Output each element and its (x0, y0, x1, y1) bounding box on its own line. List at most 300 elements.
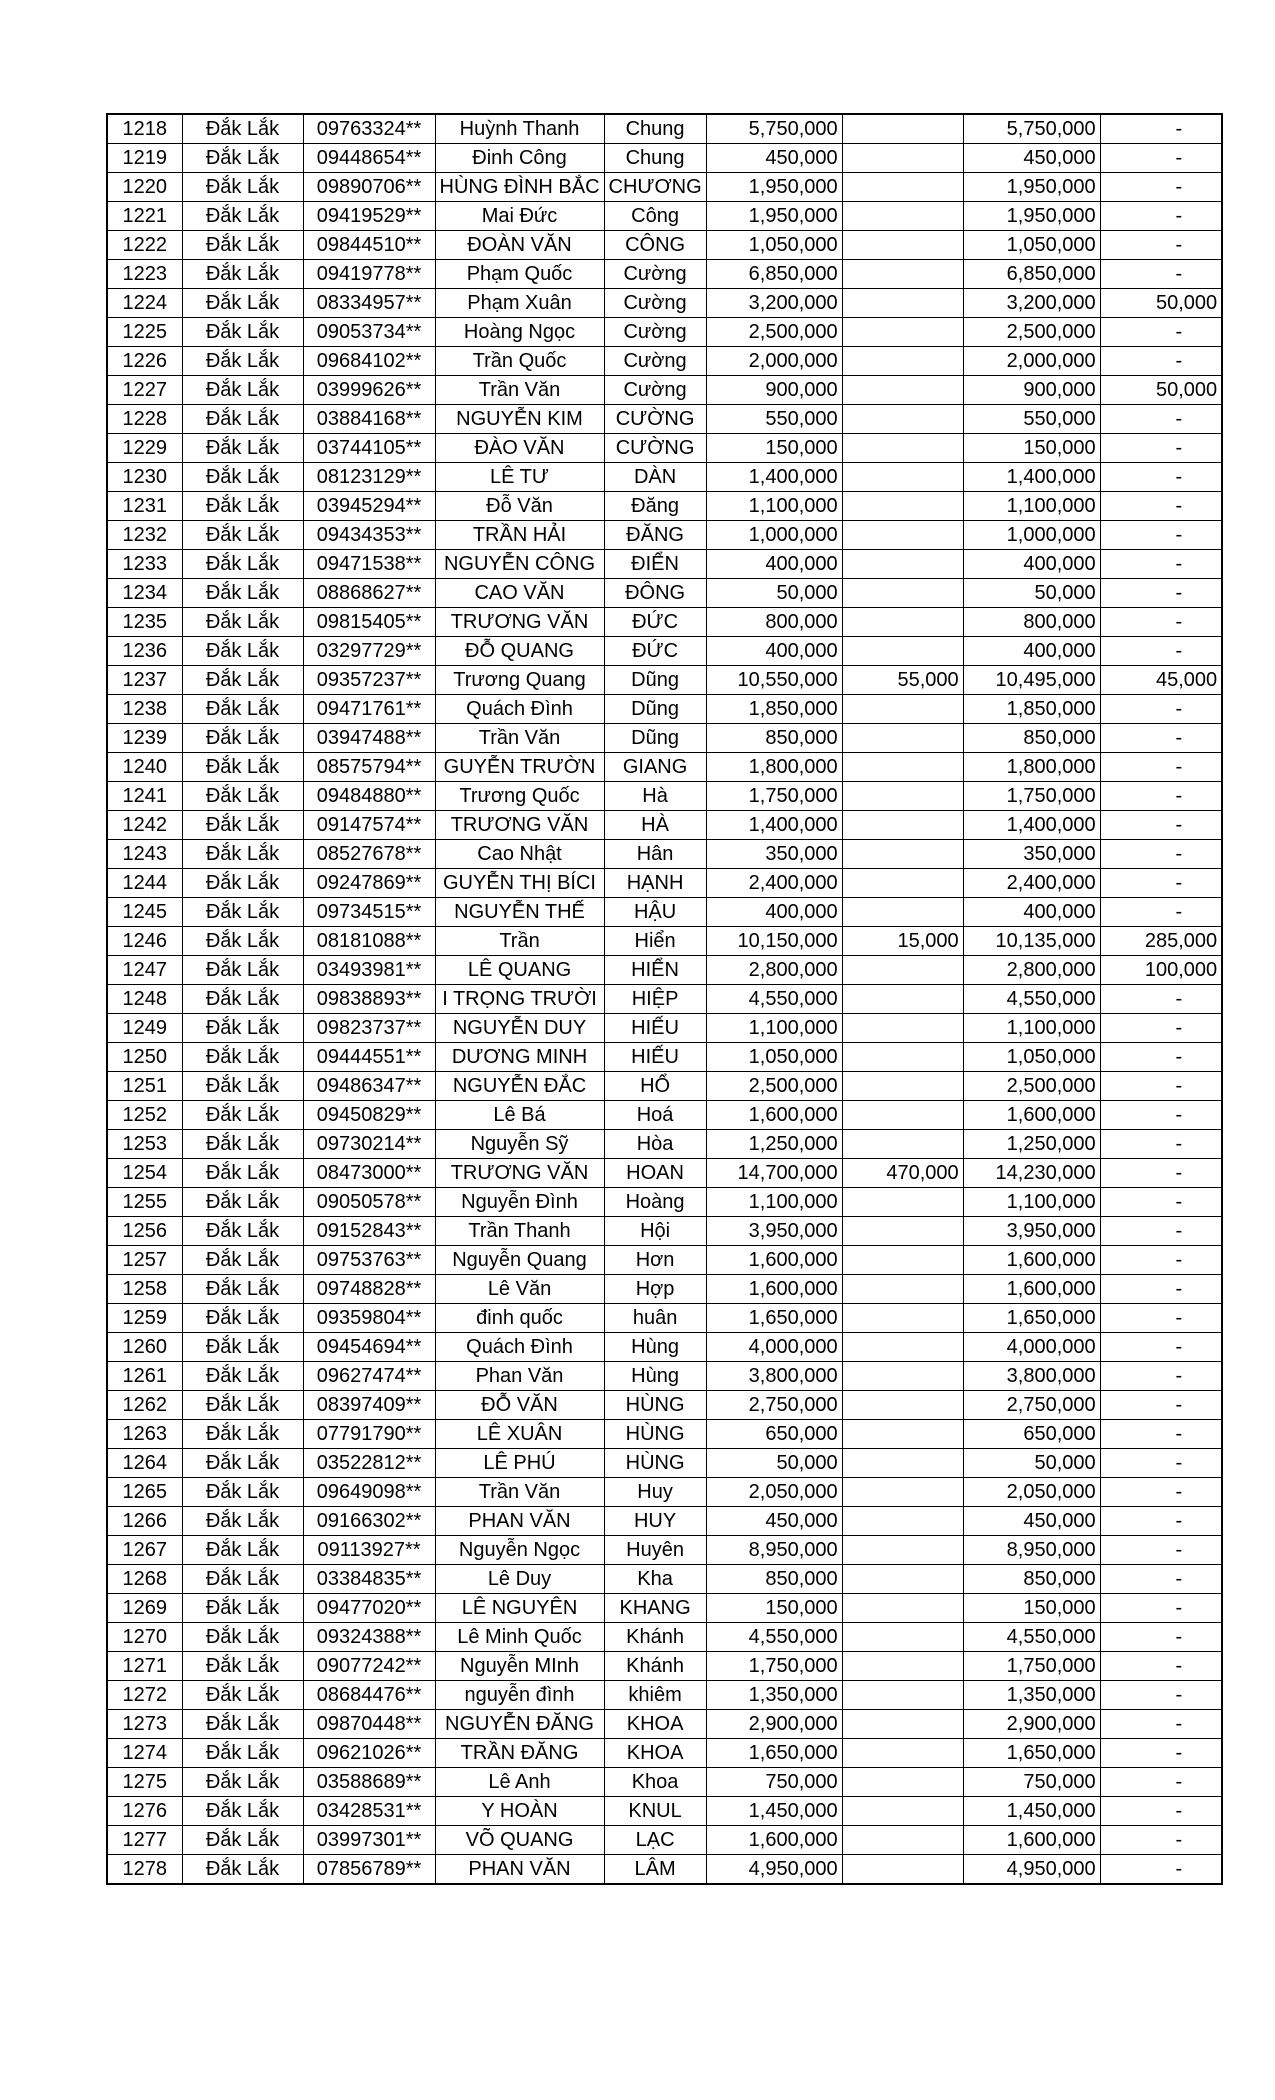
received-cell: 1,600,000 (963, 1246, 1100, 1275)
first-name-cell: Hùng (604, 1333, 706, 1362)
province-cell: Đắk Lắk (182, 1478, 303, 1507)
last-name-cell: Lê Văn (435, 1275, 604, 1304)
table-row (107, 1681, 1222, 1710)
extra-cell: - (1100, 1130, 1222, 1159)
received-cell: 3,950,000 (963, 1217, 1100, 1246)
received-cell: 2,400,000 (963, 869, 1100, 898)
extra-cell: 45,000 (1100, 666, 1222, 695)
table-row (107, 1826, 1222, 1855)
row-number-cell: 1222 (107, 231, 182, 260)
received-cell: 10,495,000 (963, 666, 1100, 695)
table-row (107, 1855, 1222, 1885)
last-name-cell: Nguyễn Quang (435, 1246, 604, 1275)
last-name-cell: Huỳnh Thanh (435, 114, 604, 144)
deduction-cell (842, 405, 963, 434)
deduction-cell (842, 1217, 963, 1246)
last-name-cell: Trương Quốc (435, 782, 604, 811)
extra-cell: - (1100, 202, 1222, 231)
last-name-cell: Trương Quang (435, 666, 604, 695)
first-name-cell: Cường (604, 376, 706, 405)
row-number-cell: 1259 (107, 1304, 182, 1333)
row-number-cell: 1240 (107, 753, 182, 782)
amount-cell: 850,000 (706, 1565, 842, 1594)
deduction-cell: 470,000 (842, 1159, 963, 1188)
phone-cell: 09444551** (303, 1043, 435, 1072)
amount-cell: 450,000 (706, 1507, 842, 1536)
province-cell: Đắk Lắk (182, 1304, 303, 1333)
phone-cell: 09844510** (303, 231, 435, 260)
first-name-cell: Cường (604, 347, 706, 376)
amount-cell: 1,850,000 (706, 695, 842, 724)
table-row (107, 347, 1222, 376)
last-name-cell: Đinh Công (435, 144, 604, 173)
deduction-cell (842, 1130, 963, 1159)
received-cell: 4,550,000 (963, 985, 1100, 1014)
deduction-cell (842, 492, 963, 521)
deduction-cell (842, 347, 963, 376)
amount-cell: 10,550,000 (706, 666, 842, 695)
deduction-cell (842, 1565, 963, 1594)
province-cell: Đắk Lắk (182, 1130, 303, 1159)
amount-cell: 4,000,000 (706, 1333, 842, 1362)
province-cell: Đắk Lắk (182, 927, 303, 956)
phone-cell: 09357237** (303, 666, 435, 695)
received-cell: 1,100,000 (963, 492, 1100, 521)
received-cell: 750,000 (963, 1768, 1100, 1797)
province-cell: Đắk Lắk (182, 579, 303, 608)
row-number-cell: 1232 (107, 521, 182, 550)
last-name-cell: I TRỌNG TRƯỜI (435, 985, 604, 1014)
received-cell: 1,400,000 (963, 811, 1100, 840)
extra-cell: - (1100, 1043, 1222, 1072)
last-name-cell: nguyễn đình (435, 1681, 604, 1710)
last-name-cell: NGUYỄN THẾ (435, 898, 604, 927)
received-cell: 550,000 (963, 405, 1100, 434)
phone-cell: 03522812** (303, 1449, 435, 1478)
province-cell: Đắk Lắk (182, 521, 303, 550)
deduction-cell (842, 1768, 963, 1797)
table-row (107, 1043, 1222, 1072)
data-table (106, 113, 1223, 1885)
amount-cell: 1,600,000 (706, 1826, 842, 1855)
received-cell: 4,000,000 (963, 1333, 1100, 1362)
table-row (107, 1623, 1222, 1652)
deduction-cell (842, 1246, 963, 1275)
deduction-cell (842, 811, 963, 840)
extra-cell: 285,000 (1100, 927, 1222, 956)
received-cell: 14,230,000 (963, 1159, 1100, 1188)
extra-cell: 50,000 (1100, 376, 1222, 405)
phone-cell: 08575794** (303, 753, 435, 782)
last-name-cell: Trần Quốc (435, 347, 604, 376)
phone-cell: 09763324** (303, 114, 435, 144)
phone-cell: 09815405** (303, 608, 435, 637)
table-row (107, 811, 1222, 840)
province-cell: Đắk Lắk (182, 1594, 303, 1623)
row-number-cell: 1247 (107, 956, 182, 985)
first-name-cell: Dũng (604, 695, 706, 724)
table-row (107, 1420, 1222, 1449)
first-name-cell: HẠNH (604, 869, 706, 898)
province-cell: Đắk Lắk (182, 1536, 303, 1565)
received-cell: 1,100,000 (963, 1014, 1100, 1043)
row-number-cell: 1220 (107, 173, 182, 202)
extra-cell: - (1100, 1333, 1222, 1362)
extra-cell: - (1100, 1246, 1222, 1275)
first-name-cell: HỔ (604, 1072, 706, 1101)
amount-cell: 1,800,000 (706, 753, 842, 782)
deduction-cell (842, 1652, 963, 1681)
first-name-cell: Hoá (604, 1101, 706, 1130)
phone-cell: 09734515** (303, 898, 435, 927)
phone-cell: 09477020** (303, 1594, 435, 1623)
first-name-cell: Đăng (604, 492, 706, 521)
table-row (107, 1768, 1222, 1797)
province-cell: Đắk Lắk (182, 1739, 303, 1768)
extra-cell: - (1100, 521, 1222, 550)
first-name-cell: HÙNG (604, 1391, 706, 1420)
extra-cell: - (1100, 1014, 1222, 1043)
province-cell: Đắk Lắk (182, 1246, 303, 1275)
deduction-cell (842, 376, 963, 405)
deduction-cell (842, 1826, 963, 1855)
province-cell: Đắk Lắk (182, 898, 303, 927)
received-cell: 1,950,000 (963, 173, 1100, 202)
amount-cell: 1,100,000 (706, 1014, 842, 1043)
deduction-cell (842, 173, 963, 202)
row-number-cell: 1237 (107, 666, 182, 695)
province-cell: Đắk Lắk (182, 492, 303, 521)
last-name-cell: ĐOÀN VĂN (435, 231, 604, 260)
province-cell: Đắk Lắk (182, 840, 303, 869)
phone-cell: 09748828** (303, 1275, 435, 1304)
table-row (107, 1188, 1222, 1217)
received-cell: 2,000,000 (963, 347, 1100, 376)
province-cell: Đắk Lắk (182, 1652, 303, 1681)
amount-cell: 650,000 (706, 1420, 842, 1449)
last-name-cell: CAO VĂN (435, 579, 604, 608)
province-cell: Đắk Lắk (182, 695, 303, 724)
province-cell: Đắk Lắk (182, 666, 303, 695)
received-cell: 4,550,000 (963, 1623, 1100, 1652)
amount-cell: 400,000 (706, 550, 842, 579)
deduction-cell (842, 608, 963, 637)
extra-cell: - (1100, 1304, 1222, 1333)
deduction-cell (842, 1855, 963, 1885)
deduction-cell (842, 1275, 963, 1304)
row-number-cell: 1241 (107, 782, 182, 811)
last-name-cell: Lê Bá (435, 1101, 604, 1130)
deduction-cell (842, 1623, 963, 1652)
table-row (107, 956, 1222, 985)
deduction-cell (842, 521, 963, 550)
row-number-cell: 1267 (107, 1536, 182, 1565)
row-number-cell: 1228 (107, 405, 182, 434)
extra-cell: - (1100, 898, 1222, 927)
received-cell: 6,850,000 (963, 260, 1100, 289)
deduction-cell (842, 1797, 963, 1826)
amount-cell: 1,100,000 (706, 492, 842, 521)
province-cell: Đắk Lắk (182, 637, 303, 666)
row-number-cell: 1250 (107, 1043, 182, 1072)
table-row (107, 782, 1222, 811)
amount-cell: 1,750,000 (706, 1652, 842, 1681)
extra-cell: - (1100, 1594, 1222, 1623)
last-name-cell: TRẦN ĐĂNG (435, 1739, 604, 1768)
table-row (107, 1362, 1222, 1391)
province-cell: Đắk Lắk (182, 1855, 303, 1885)
row-number-cell: 1277 (107, 1826, 182, 1855)
extra-cell: - (1100, 695, 1222, 724)
amount-cell: 8,950,000 (706, 1536, 842, 1565)
received-cell: 350,000 (963, 840, 1100, 869)
deduction-cell (842, 1478, 963, 1507)
row-number-cell: 1219 (107, 144, 182, 173)
amount-cell: 2,500,000 (706, 1072, 842, 1101)
extra-cell: - (1100, 811, 1222, 840)
deduction-cell (842, 231, 963, 260)
phone-cell: 09471761** (303, 695, 435, 724)
phone-cell: 03297729** (303, 637, 435, 666)
table-row (107, 492, 1222, 521)
first-name-cell: HÀ (604, 811, 706, 840)
first-name-cell: KHOA (604, 1739, 706, 1768)
deduction-cell (842, 1333, 963, 1362)
province-cell: Đắk Lắk (182, 608, 303, 637)
first-name-cell: Khánh (604, 1652, 706, 1681)
amount-cell: 350,000 (706, 840, 842, 869)
row-number-cell: 1227 (107, 376, 182, 405)
amount-cell: 1,650,000 (706, 1304, 842, 1333)
province-cell: Đắk Lắk (182, 202, 303, 231)
province-cell: Đắk Lắk (182, 1217, 303, 1246)
table-row (107, 1275, 1222, 1304)
province-cell: Đắk Lắk (182, 1014, 303, 1043)
first-name-cell: GIANG (604, 753, 706, 782)
extra-cell: - (1100, 1188, 1222, 1217)
province-cell: Đắk Lắk (182, 1072, 303, 1101)
first-name-cell: HÙNG (604, 1449, 706, 1478)
table-row (107, 405, 1222, 434)
amount-cell: 1,350,000 (706, 1681, 842, 1710)
first-name-cell: Hùng (604, 1362, 706, 1391)
received-cell: 900,000 (963, 376, 1100, 405)
first-name-cell: HIẾU (604, 1043, 706, 1072)
last-name-cell: đinh quốc (435, 1304, 604, 1333)
extra-cell: - (1100, 231, 1222, 260)
table-row (107, 840, 1222, 869)
first-name-cell: CƯỜNG (604, 434, 706, 463)
first-name-cell: Hà (604, 782, 706, 811)
received-cell: 2,500,000 (963, 1072, 1100, 1101)
table-row (107, 144, 1222, 173)
deduction-cell (842, 318, 963, 347)
last-name-cell: LÊ QUANG (435, 956, 604, 985)
amount-cell: 850,000 (706, 724, 842, 753)
row-number-cell: 1253 (107, 1130, 182, 1159)
amount-cell: 1,950,000 (706, 173, 842, 202)
province-cell: Đắk Lắk (182, 753, 303, 782)
table-row (107, 289, 1222, 318)
row-number-cell: 1236 (107, 637, 182, 666)
extra-cell: - (1100, 318, 1222, 347)
province-cell: Đắk Lắk (182, 811, 303, 840)
amount-cell: 2,400,000 (706, 869, 842, 898)
province-cell: Đắk Lắk (182, 1681, 303, 1710)
received-cell: 400,000 (963, 637, 1100, 666)
table-row (107, 753, 1222, 782)
extra-cell: - (1100, 1536, 1222, 1565)
row-number-cell: 1249 (107, 1014, 182, 1043)
last-name-cell: LÊ XUÂN (435, 1420, 604, 1449)
extra-cell: - (1100, 1623, 1222, 1652)
deduction-cell (842, 1594, 963, 1623)
row-number-cell: 1258 (107, 1275, 182, 1304)
last-name-cell: ĐỖ QUANG (435, 637, 604, 666)
phone-cell: 08397409** (303, 1391, 435, 1420)
last-name-cell: Trần Văn (435, 376, 604, 405)
table-row (107, 1449, 1222, 1478)
province-cell: Đắk Lắk (182, 1391, 303, 1420)
deduction-cell (842, 898, 963, 927)
amount-cell: 3,200,000 (706, 289, 842, 318)
amount-cell: 4,550,000 (706, 985, 842, 1014)
received-cell: 400,000 (963, 550, 1100, 579)
table-row (107, 260, 1222, 289)
row-number-cell: 1270 (107, 1623, 182, 1652)
amount-cell: 2,050,000 (706, 1478, 842, 1507)
table-row (107, 608, 1222, 637)
table-row (107, 1391, 1222, 1420)
first-name-cell: ĐÔNG (604, 579, 706, 608)
amount-cell: 1,400,000 (706, 811, 842, 840)
extra-cell: - (1100, 1101, 1222, 1130)
extra-cell: - (1100, 492, 1222, 521)
row-number-cell: 1226 (107, 347, 182, 376)
extra-cell: - (1100, 114, 1222, 144)
received-cell: 50,000 (963, 579, 1100, 608)
deduction-cell (842, 1304, 963, 1333)
province-cell: Đắk Lắk (182, 1043, 303, 1072)
received-cell: 450,000 (963, 144, 1100, 173)
deduction-cell (842, 753, 963, 782)
last-name-cell: TRƯƠNG VĂN (435, 608, 604, 637)
received-cell: 1,350,000 (963, 1681, 1100, 1710)
received-cell: 1,050,000 (963, 1043, 1100, 1072)
first-name-cell: KHANG (604, 1594, 706, 1623)
received-cell: 3,200,000 (963, 289, 1100, 318)
first-name-cell: CHƯƠNG (604, 173, 706, 202)
province-cell: Đắk Lắk (182, 1797, 303, 1826)
amount-cell: 4,950,000 (706, 1855, 842, 1885)
row-number-cell: 1224 (107, 289, 182, 318)
amount-cell: 550,000 (706, 405, 842, 434)
extra-cell: - (1100, 1768, 1222, 1797)
last-name-cell: Y HOÀN (435, 1797, 604, 1826)
province-cell: Đắk Lắk (182, 405, 303, 434)
amount-cell: 2,750,000 (706, 1391, 842, 1420)
amount-cell: 3,950,000 (706, 1217, 842, 1246)
amount-cell: 400,000 (706, 898, 842, 927)
row-number-cell: 1268 (107, 1565, 182, 1594)
deduction-cell (842, 144, 963, 173)
phone-cell: 09627474** (303, 1362, 435, 1391)
first-name-cell: Cường (604, 260, 706, 289)
amount-cell: 2,000,000 (706, 347, 842, 376)
amount-cell: 1,750,000 (706, 782, 842, 811)
amount-cell: 50,000 (706, 1449, 842, 1478)
row-number-cell: 1266 (107, 1507, 182, 1536)
row-number-cell: 1275 (107, 1768, 182, 1797)
received-cell: 8,950,000 (963, 1536, 1100, 1565)
received-cell: 1,800,000 (963, 753, 1100, 782)
phone-cell: 09247869** (303, 869, 435, 898)
phone-cell: 09113927** (303, 1536, 435, 1565)
amount-cell: 800,000 (706, 608, 842, 637)
first-name-cell: LẠC (604, 1826, 706, 1855)
received-cell: 150,000 (963, 1594, 1100, 1623)
first-name-cell: HUY (604, 1507, 706, 1536)
province-cell: Đắk Lắk (182, 985, 303, 1014)
first-name-cell: KHOA (604, 1710, 706, 1739)
province-cell: Đắk Lắk (182, 1710, 303, 1739)
last-name-cell: DƯƠNG MINH (435, 1043, 604, 1072)
phone-cell: 09471538** (303, 550, 435, 579)
phone-cell: 03997301** (303, 1826, 435, 1855)
table-row (107, 114, 1222, 144)
province-cell: Đắk Lắk (182, 376, 303, 405)
last-name-cell: NGUYỄN ĐẮC (435, 1072, 604, 1101)
received-cell: 2,800,000 (963, 956, 1100, 985)
received-cell: 400,000 (963, 898, 1100, 927)
last-name-cell: NGUYỄN DUY (435, 1014, 604, 1043)
phone-cell: 08334957** (303, 289, 435, 318)
province-cell: Đắk Lắk (182, 434, 303, 463)
province-cell: Đắk Lắk (182, 1768, 303, 1797)
extra-cell: - (1100, 985, 1222, 1014)
row-number-cell: 1238 (107, 695, 182, 724)
first-name-cell: ĐỨC (604, 608, 706, 637)
amount-cell: 900,000 (706, 376, 842, 405)
first-name-cell: HIỂN (604, 956, 706, 985)
amount-cell: 1,950,000 (706, 202, 842, 231)
phone-cell: 09753763** (303, 1246, 435, 1275)
deduction-cell (842, 1710, 963, 1739)
deduction-cell (842, 1681, 963, 1710)
last-name-cell: Trần (435, 927, 604, 956)
deduction-cell (842, 1188, 963, 1217)
table-row (107, 1478, 1222, 1507)
table-row (107, 637, 1222, 666)
province-cell: Đắk Lắk (182, 1159, 303, 1188)
deduction-cell (842, 1362, 963, 1391)
extra-cell: - (1100, 173, 1222, 202)
phone-cell: 03493981** (303, 956, 435, 985)
phone-cell: 03428531** (303, 1797, 435, 1826)
extra-cell: - (1100, 347, 1222, 376)
first-name-cell: Hân (604, 840, 706, 869)
deduction-cell (842, 1507, 963, 1536)
extra-cell: - (1100, 1710, 1222, 1739)
province-cell: Đắk Lắk (182, 1420, 303, 1449)
phone-cell: 09448654** (303, 144, 435, 173)
last-name-cell: TRƯƠNG VĂN (435, 1159, 604, 1188)
table-body (107, 114, 1222, 1884)
first-name-cell: Kha (604, 1565, 706, 1594)
received-cell: 150,000 (963, 434, 1100, 463)
province-cell: Đắk Lắk (182, 260, 303, 289)
phone-cell: 08181088** (303, 927, 435, 956)
